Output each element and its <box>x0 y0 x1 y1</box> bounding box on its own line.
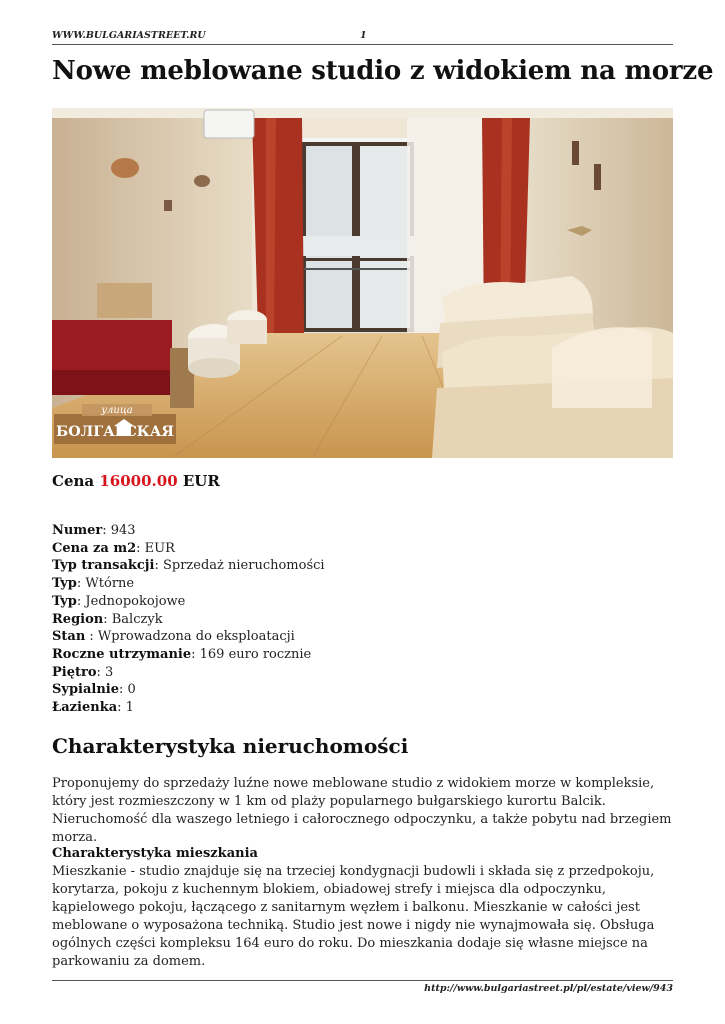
section-title: Charakterystyka nieruchomości <box>52 734 409 758</box>
detail-separator: : <box>85 629 94 645</box>
detail-separator: : <box>136 540 141 556</box>
footer-url[interactable]: http://www.bulgariastreet.pl/pl/estate/view/943 <box>424 983 673 994</box>
detail-separator: : <box>191 646 196 662</box>
detail-key: Typ <box>52 576 77 592</box>
detail-row <box>52 628 325 646</box>
detail-separator: : <box>96 664 101 680</box>
detail-row <box>52 646 325 664</box>
svg-text:БОЛГАРСКАЯ: БОЛГАРСКАЯ <box>56 424 174 440</box>
detail-value: Balczyk <box>107 611 163 627</box>
page-number: 1 <box>360 30 367 41</box>
detail-row <box>52 557 325 575</box>
detail-value: 3 <box>100 664 114 680</box>
detail-separator: : <box>76 576 82 592</box>
detail-key: Stan <box>52 629 86 645</box>
price-label: Cena <box>52 472 95 490</box>
detail-separator: : <box>102 523 107 538</box>
apartment-subheading: Charakterystyka mieszkania <box>52 846 258 861</box>
detail-row <box>52 540 325 558</box>
detail-separator: : <box>103 611 108 627</box>
detail-key: Cena za m2 <box>52 540 137 556</box>
detail-key: Piętro <box>52 664 97 680</box>
detail-key: Region <box>52 611 104 627</box>
detail-row <box>52 664 325 682</box>
page-footer <box>52 980 673 994</box>
detail-separator: : <box>76 593 82 609</box>
price-currency: EUR <box>182 472 220 490</box>
detail-separator: : <box>119 682 124 698</box>
detail-value: EUR <box>140 540 175 556</box>
property-description: Proponujemy do sprzedaży luźne nowe meblowane studio z widokiem morze w kompleksie, który jest rozmieszczony w 1 km od plaży popularnego bułgarskiego kurortu Balcik. Nieruchomość dla waszego letniego i całorocznego odpoczynku, a także pobytu nad brzegiem morza. <box>52 776 672 845</box>
detail-row <box>52 681 325 699</box>
detail-value: Wprowadzona do eksploatacji <box>93 629 295 645</box>
detail-row <box>52 522 325 540</box>
detail-value: 169 euro rocznie <box>195 646 312 662</box>
detail-key: Typ transakcji <box>52 558 155 574</box>
detail-value: 1 <box>121 700 134 716</box>
page-title: Nowe meblowane studio z widokiem na morze <box>52 56 714 86</box>
page-header <box>52 30 673 45</box>
detail-value: Sprzedaż nieruchomości <box>158 558 325 574</box>
price-line <box>52 472 220 490</box>
detail-value: Jednopokojowe <box>81 593 186 609</box>
detail-separator: : <box>117 700 122 716</box>
detail-key: Numer <box>52 523 103 538</box>
detail-row <box>52 699 325 717</box>
detail-value: Wtórne <box>81 576 135 592</box>
apartment-description: Mieszkanie - studio znajduje się na trzeciej kondygnacji budowli i składa się z przedpokoju, korytarza, pokoju z kuchennym blokiem, obiadowej strefy i miejsca dla odpoczynku, kąpielowego pokoju, łączącego z sanitarnym węzłem i balkonu. Mieszkanie w całości jest meblowane o wyposażona techniką. Studio jest nowe i nigdy nie wynajmowała się. Obsługa ogólnych części kompleksu 164 euro do roku. Do mieszkania dodaje się własne miejsce na parkowaniu za domem. <box>52 864 655 969</box>
detail-key: Roczne utrzymanie <box>52 646 192 662</box>
price-value: 16000.00 <box>99 472 178 490</box>
detail-key: Sypialnie <box>52 682 119 698</box>
property-photo <box>52 108 673 458</box>
detail-row <box>52 611 325 629</box>
detail-row <box>52 575 325 593</box>
svg-text:улица: улица <box>101 405 133 416</box>
detail-separator: : <box>154 558 159 574</box>
detail-value: 0 <box>123 682 136 698</box>
detail-row <box>52 593 325 611</box>
header-site: WWW.BULGARIASTREET.RU <box>52 30 206 41</box>
detail-key: Typ <box>52 593 77 609</box>
detail-key: Łazienka <box>52 700 118 716</box>
detail-value: 943 <box>106 523 136 538</box>
property-details <box>52 522 325 717</box>
